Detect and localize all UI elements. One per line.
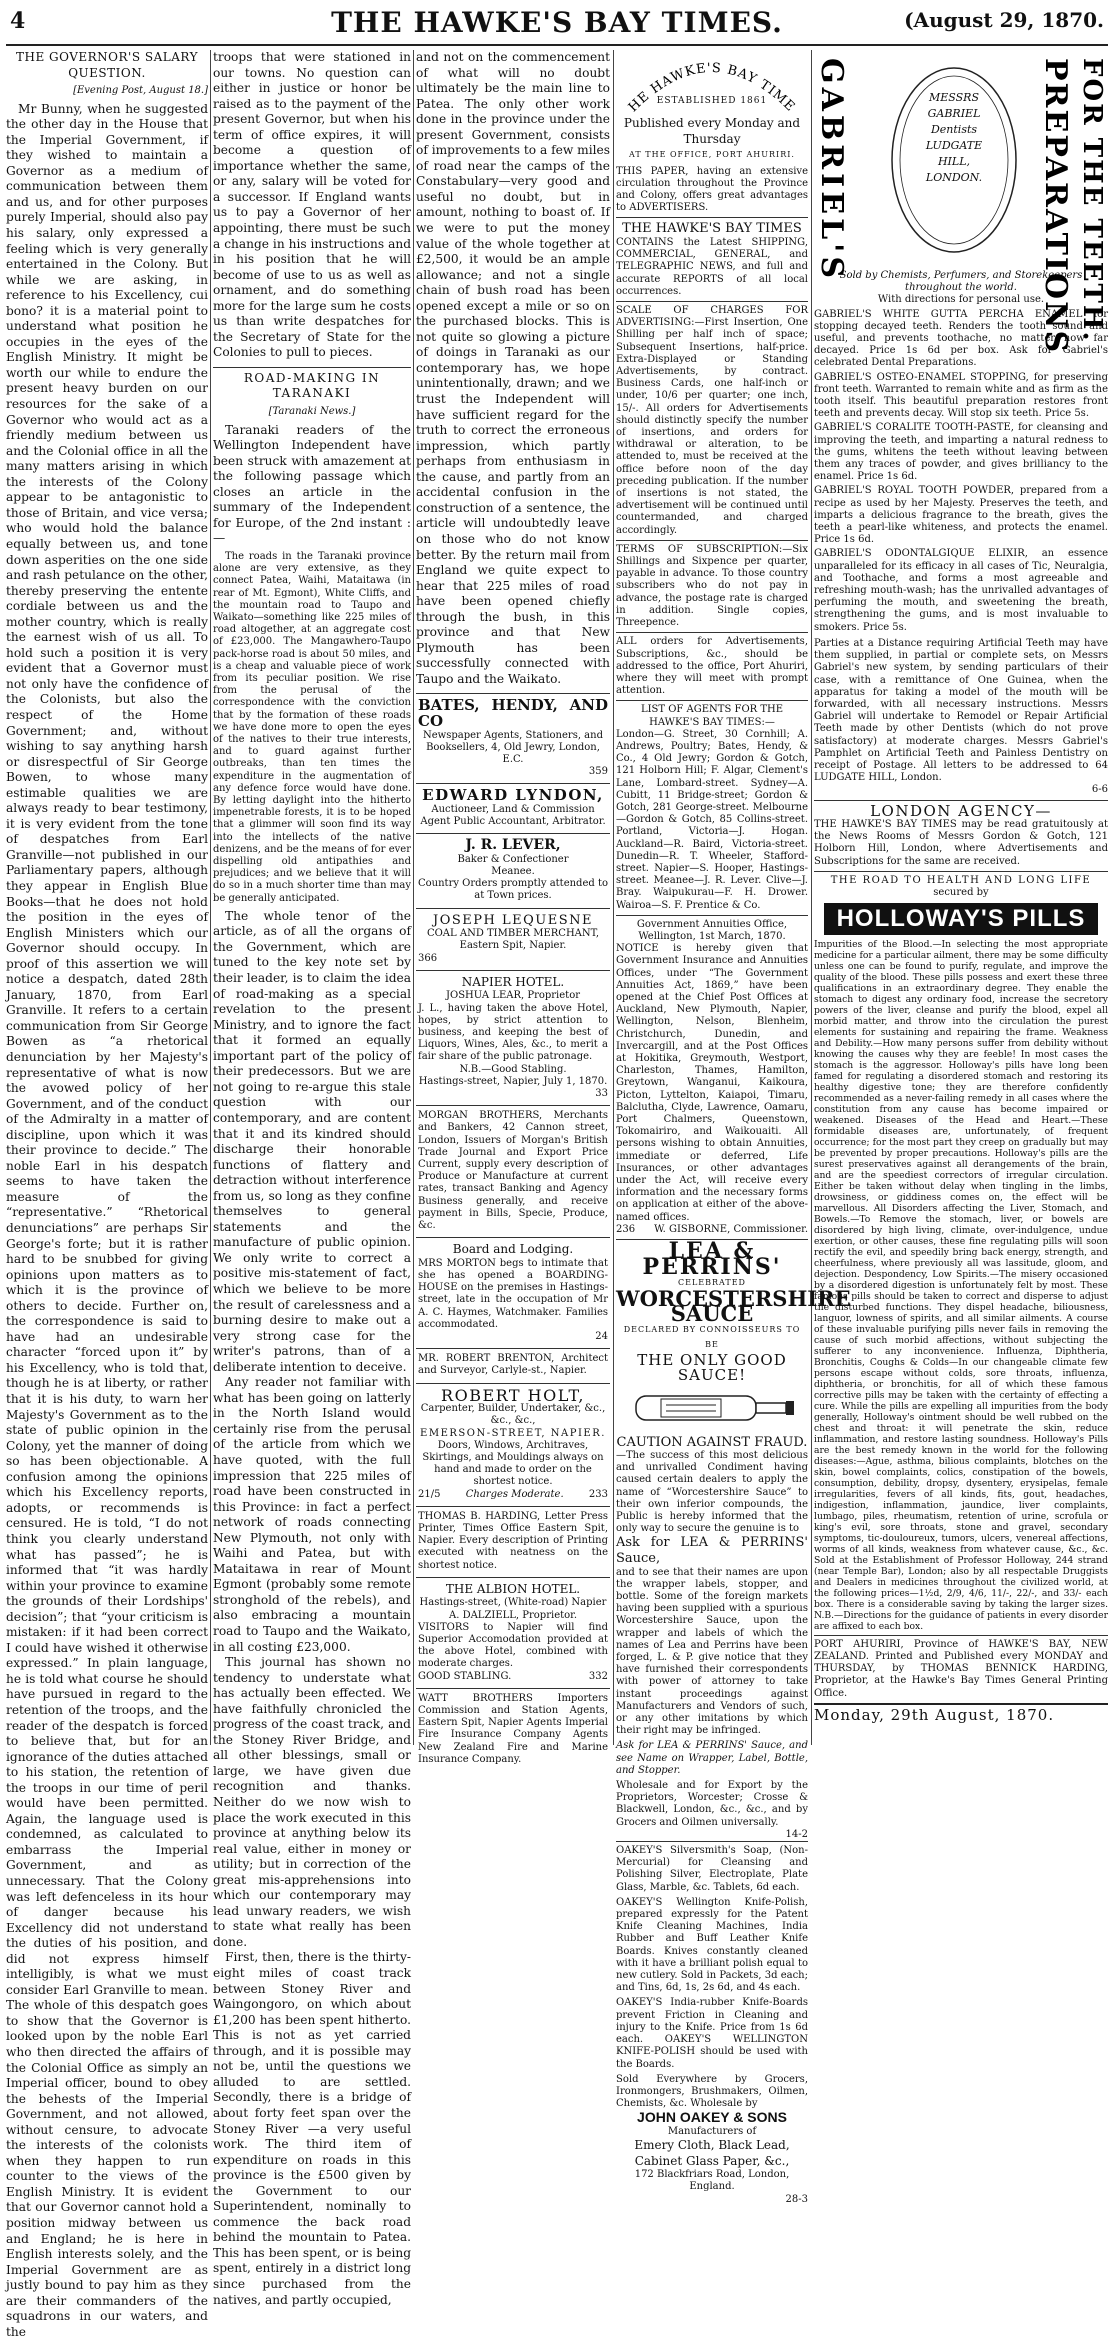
ad-number: 14-2 — [785, 1828, 808, 1840]
sauce-bottle-icon — [616, 1384, 808, 1430]
ad-trade: Carpenter, Builder, Undertaker, &c., &c., &c., — [420, 1403, 606, 1427]
circulation-notice: THIS PAPER, having an extensive circulation throughout the Province and Colony, offers great advantages to ADVERTISERS. — [616, 165, 808, 214]
ad-title: EDWARD LYNDON, — [422, 786, 604, 805]
subscription-terms: TERMS OF SUBSCRIPTION:—Six Shillings and Sixpence per quarter, payable in advance. To those country subscribers who do not pay in advance, the postage rate is charged in addition. Single copies, Threepence. — [616, 543, 808, 629]
lp-sauce-name: WORCESTERSHIRE SAUCE — [616, 1285, 851, 1327]
oakey-manufacturers: Manufacturers of — [667, 2125, 757, 2137]
london-agency-title: LONDON AGENCY— — [870, 801, 1052, 820]
ad-title: THE ALBION HOTEL. — [445, 1581, 581, 1596]
issue-date: (August 29, 1870. — [904, 8, 1104, 32]
svg-text:PREPARATIONS: PREPARATIONS — [1038, 58, 1073, 355]
article-heading: ROAD-MAKING IN TARANAKI — [243, 370, 381, 401]
agents-list: London—G. Street, 30 Cornhill; A. Andrews, Poultry; Bates, Hendy, & Co., 4 Old Jewry; Gordon & Gotch, 121 Holborn Hill; F. Algar, Clement's Lane, Lombard-street. Sydney—A. Cubitt, 11 Bridge-street; Gordon & Gotch, 281 George-street. Melbourne—Gordon & Gotch, 85 Collins-street. Portland, Victoria—J. Hogan. Auckland—R. Baird, Victoria-street. Dunedin—R. T. Wheeler, Stafford-street. Napier—S. Hooper, Hastings-street. Meanee—J. R. Lever. Clive—J. Bray. Waipukurau—F. H. Drower. Wairoa—S. F. Prentice & Co. — [616, 728, 808, 911]
oakey-sold: Sold Everywhere by Grocers, Ironmongers, Brushmakers, Oilmen, Chemists, &c. Wholesale by — [616, 2073, 808, 2110]
office-address: AT THE OFFICE, PORT AHURIRI. — [629, 150, 795, 160]
ad-title: BATES, HENDY, AND CO — [418, 696, 608, 730]
ad-title: Board and Lodging. — [452, 1242, 574, 1257]
oakey-address: 172 Blackfriars Road, London, England. — [634, 2169, 790, 2193]
article-source: [Taranaki News.] — [268, 406, 356, 418]
ad-title: JOSEPH LEQUESNE — [433, 912, 593, 928]
ad-morgan-brothers: MORGAN BROTHERS, Merchants and Bankers, 42 Cannon street, London, Issuers of Morgan's British Trade Journal and Export Price Current, supply every description of Produce or Manufacture at current rates, transact Banking and Agency Business generally, and receive payment in Bills, Specie, Produce, &c. — [416, 1106, 610, 1238]
ad-harding-printer: THOMAS B. HARDING, Letter Press Printer, Times Office Eastern Spit, Napier. Every description of Printing executed with neatness on the shortest notice. — [416, 1507, 610, 1578]
ad-trade: Baker & Confectioner — [457, 853, 569, 865]
article-heading: THE GOVERNOR'S SALARY QUESTION. — [15, 50, 199, 80]
holloway-body: Impurities of the Blood.—In selecting the most appropriate medicine for a particular ailment, there may be some difficulty unless one can be found to purify, regulate, and improve the quality of the blood. These pills possess and exert these three qualifications in an extraordinary degree. They enable the stomach to digest any ordinary food, increase the secretory powers of the liver, cleanse and purify the blood, expel all morbid matter, and throw into the circulation the purest elements for sustaining and repairing the frame. Weakness and Debility.—How many persons suffer from debility without knowing the causes why they are feeble! In most cases the stomach is the aggressor. Holloway's pills have long been famed for regulating a disordered stomach and restoring its healthy digestive tone; they are therefore confidently recommended as a never-failing remedy in all cases where the constitution from any cause has become impaired or weakened. Diseases of the Head and Heart.—These formidable diseases are, unfortunately, of frequent occurrence; for the most part they creep on gradually but may be prevented by proper precautions. Holloway's pills are the surest preservatives against all derangements of the brain, and are the speediest correctors of irregular circulation. Either be taken without delay when tingling in the limbs, drowsiness, or giddiness comes on, the effect will be marvellous. All Disorders affecting the Liver, Stomach, and Bowels.—To Remove the stomach, liver, or bowels are disordered by high living, climate, over-indulgence, undue exertion, or other causes, these fine regulating pills will soon rectify the evil, and speedily bring back energy, strength, and cheerfulness, where previously all was lassitude, gloom, and dejection. Despondency, Low Spirits.—The misery occasioned by a disordered digestion is unfortunately felt by most. These famous pills should be taken to correct and disperse to adjust the disturbed functions. They dispel headache, biliousness, languor, lowness of spirits, and all similar ailments. A course of these invaluable purifying pills never fails in removing the cause of such morbid affections, without subjecting the sufferer to any inconvenience. Influenza, Diphtheria, Bronchitis, Coughs & Colds—In our changeable climate few persons escape without colds, sore throats, influenza, diphtheria, or bronchitis, for all of which these famous corrective pills may be taken with the certainty of effecting a cure. While the pills are expelling all impurities from the body generally, Holloway's ointment should be well rubbed on the chest and throat: it will penetrate the skin, reduce inflammation, and restore lasting soundness. Holloway's Pills are the best remedy known in the world for the following diseases:—Ague, asthma, bilious complaints, blotches on the skin, bowel complaints, colics, constipation of the bowels, consumption, debility, dropsy, dysentery, erysipelas, female irregularities, fevers of all kinds, fits, gout, headaches, indigestion, inflammation, jaundice, liver complaints, lumbago, piles, rheumatism, retention of urine, scrofula or king's evil, sore throats, stone and gravel, secondary symptoms, tic-douloureux, tumors, ulcers, venereal affections, worms of all kinds, weakness from whatever cause, &c., &c. Sold at the Establishment of Professor Holloway, 244 strand (near Temple Bar), London; also by all respectable Druggists and Dealers in medicines throughout the civilized world, at the following prices—1½d, 2/9, 4/6, 11/-, 22/-, and 33/- each box. There is a considerable saving by taking the larger sizes. N.B.—Directions for the guidance of patients in every disorder are affixed to each box. — [814, 938, 1108, 1632]
ad-body: J. L., having taken the above Hotel, hopes, by strict attention to business, and keeping the best of Liquors, Wines, Ales, &c., to merit a fair share of the public patronage. — [418, 1002, 608, 1063]
gabriel-item: GABRIEL'S OSTEO-ENAMEL STOPPING, for preserving front teeth. Warranted to remain white and as firm as the tooth itself. This beautiful preparation restores front teeth and prevents decay. Will stop six teeth. Price 5s. — [814, 371, 1108, 420]
column-road-making — [213, 50, 411, 2307]
annuity-notice: NOTICE is hereby given that Government Insurance and Annuities Offices, under “The Government Annuities Act, 1869,” have been opened at the Chief Post Offices at Auckland, New Plymouth, Napier, Wellington, Nelson, Blenheim, Christchurch, Dunedin, and Invercargill, and at the Post Offices at Hokitika, Greymouth, Westport, Charleston, Thames, Hamilton, Greytown, Wanganui, Kaikoura, Picton, Lyttelton, Kaiapoi, Timaru, Balclutha, Clyde, Lawrence, Oamaru, Port Chalmers, Queenstown, Tokomairiro, and Waikouaiti. All persons wishing to obtain Annuities, immediate or deferred, Life Insurances, or other advantages under the Act, will receive every information and the necessary forms on application at either of the above-named offices. — [616, 943, 808, 1223]
ad-title: J. R. LEVER, — [465, 837, 561, 854]
holloway-secured-by: secured by — [933, 887, 989, 899]
ad-proprietor: A. DALZIELL, Proprietor. — [448, 1609, 578, 1621]
ad-title: ROBERT HOLT, — [441, 1385, 585, 1405]
article-paragraph: and not on the commencement of what will no doubt ultimately be the main line to Patea. The only other work done in the province under the present Government, consists of improvements to a few miles of road near the camps of the Constabulary—very good and useful no doubt, but in amount, nothing to boast of. If we were to put the money value of the whole together at £2,500, it would be an ample allowance; and not a single chain of bush road has been opened except a mile or so on the purchased blocks. This is not quite so glowing a picture of doings in Taranaki as our contemporary has, we hope unintentionally, drawn; and we trust the Independent will have sufficient regard for the truth to correct the erroneous impression, which partly perhaps from enthusiasm in the cause, and partly from an accidental confusion in the construction of a sentence, the article will undoubtedly leave on those who do not know better. By the return mail from England we quite expect to hear that 225 miles of road have been opened chiefly through the bush, in this province and that New Plymouth has been successfully connected with Taupo and the Waikato. — [416, 50, 610, 686]
lp-declared: DECLARED BY CONNOISSEURS TO BE — [623, 1324, 801, 1350]
gabriel-seal-text: MESSRS GABRIEL Dentists LUDGATE HILL, LONDON. — [925, 91, 983, 184]
ad-number: 366 — [418, 952, 438, 964]
ad-address: Eastern Spit, Napier. — [459, 940, 567, 952]
ad-bates-hendy — [416, 694, 610, 784]
column-divider — [811, 50, 812, 1745]
ad-board-lodging — [416, 1238, 610, 1349]
article-paragraph: troops that were stationed in our towns. No question can either in justice or honor be raised as to the payment of the present Governor, but when his term of office expires, it will become a question of importance whether the same, or any, salary will be voted for a successor. If England wants us to pay a Governor of her appointing, there must be such a change in his instructions and in his position that he will become of use to us as well as ornament, and do something more for the large sum he costs us than write despatches for the Secretary of State for the Colonies to pull to pieces. — [213, 50, 411, 360]
ad-body: Country Orders promptly attended to at Town prices. — [418, 878, 608, 902]
lp-only-good: THE ONLY GOOD SAUCE! — [637, 1350, 787, 1385]
orders-notice: ALL orders for Advertisements, Subscriptions, &c., should be addressed to the office, Port Ahuriri, where they will meet with prompt attention. — [616, 636, 808, 697]
lp-ask: Ask for LEA & PERRINS' Sauce, — [616, 1535, 808, 1567]
emblem-established: ESTABLISHED 1861 — [656, 96, 768, 106]
oakey-name: JOHN OAKEY & SONS — [637, 2109, 787, 2126]
ad-place: Meanee. — [491, 866, 535, 878]
article-paragraph: First, then, there is the thirty-eight miles of coast track between Stoney River and Waingongoro, on which about £1,200 has been spent hitherto. This is not as yet carried through, and it is possible may not be, until the questions we alluded to are settled. Secondly, there is a bridge of about forty feet span over the Stoney River —a very useful work. The third item of expenditure on roads in this province is the £500 given by the Government to our Superintendent, nominally to commence the back road behind the mountain to Patea. This has been spent, or is being spent, entirely in a district long since purchased from the natives, and partly occupied, — [213, 1950, 411, 2307]
ad-title: NAPIER HOTEL. — [461, 974, 565, 989]
ad-body: MRS MORTON begs to intimate that she has opened a BOARDING-HOUSE on the premises in Hastings-street, late in the occupation of Mr A. C. Haymes, Watchmaker. Families accommodated. — [418, 1257, 608, 1330]
ad-lea-perrins — [616, 1238, 851, 1841]
imprint: PORT AHURIRI, Province of HAWKE'S BAY, NEW ZEALAND. Printed and Published every MONDAY and THURSDAY, by THOMAS BENNICK HARDING, Proprietor, at the Hawke's Bay Times General Printing Office. — [814, 1638, 1108, 1699]
holloway-pills-banner: HOLLOWAY'S PILLS — [824, 903, 1098, 935]
ad-number: 359 — [588, 766, 608, 778]
column-divider — [613, 50, 614, 1745]
ad-body: Newspaper Agents, Stationers, and Booksellers, 4, Old Jewry, London, E.C. — [423, 729, 603, 765]
lp-body: and to see that their names are upon the wrapper labels, stopper, and bottle. Some of the foreign markets having been supplied with a spurious Worcestershire Sauce, upon the wrapper and labels of which the names of Lea and Perrins have been forged, L. & P. give notice that they have furnished their correspondents with power of attorney to take instant proceedings against Manufacturers and Vendors of such, or any other imitations by which their right may be infringed. — [616, 1566, 808, 1737]
ad-lever — [416, 834, 610, 908]
gabriel-sold: Sold by Chemists, Perfumers, and Storekeepers throughout the world. — [839, 270, 1083, 294]
ad-number: 6-6 — [1091, 784, 1108, 796]
gabriel-item: GABRIEL'S ROYAL TOOTH POWDER, prepared from a recipe as used by her Majesty. Preserves the teeth, and imparts a delicious fragrance to the breath, gives the teeth a pearl-like whiteness, and protects the enamel. Price 1s 6d. — [814, 485, 1108, 546]
newspaper-title: THE HAWKE'S BAY TIMES. — [331, 6, 783, 39]
article-paragraph: Mr Bunny, when he suggested the other day in the House that the Imperial Government, if they wished to maintain a Governor as a medium of communication between them and us, and for other purposes purely Imperial, should also pay his salary, only expressed a feeling which is very generally entertained in the Colony. But while we are asking, in reference to his Excellency, cui bono? it is a material point to understand what position he occupies in the eyes of the English Ministry. It might be worth our while to endure the present heavy burden on our resources for the sake of a Governor who would act as a friendly medium between us and the Colonial office in all the many matters arising in which the interests of the Colony appear to be antagonistic to those of Britain, and vice versa; who would hold the balance equally between us, and tone down asperities on the one side and rash petulance on the other, thereby preserving the entente cordiale between us and the mother country, which is really the earnest wish of us all. To hold such a position it is very evident that a Governor must not only have the confidence of the Colonists, but also the respect of the Home Government; and, without wishing to say anything harsh or disrespectful of Sir George Bowen, to whose many estimable qualities we are always ready to bear testimony, it is very evident from the tone of despatches from Earl Granville—not published in our Parliamentary papers, although they appear in English Blue Books—that he does not hold the position in the eyes of English Ministers which our Governor should occupy. In proof of this assertion we will notice a despatch, dated 28th January, 1870, from Earl Granville. It refers to a certain communication from Sir George Bowen as “a rhetorical denunciation by her Majesty's representative of what is now the avowed policy of her Government, and of the conduct of the Admiralty in a matter of discipline, upon which it was their province to decide.” The noble Earl in his despatch seems to have taken the measure of the “representative.” “Rhetorical denunciations” are perhaps Sir George's forte; but it is rather hard to be snubbed for giving opinions upon matters as to which it is the province of others to decide. Further on, the correspondence is said to have had an undesirable character “forced upon it” by his Excellency, who is told that, though he is at liberty, or rather that it is his duty, to warn her Majesty's Government as to the state of public opinion in the Colony, yet the manner of doing so has been objectionable. A confusion among the opinions which his Excellency reports, adopts, or recommends is censured. He is told, “I do not think you clearly understand what has passed”; he is informed that “it was hardly within your province to examine the grounds of their Lordships' decision”; that “your criticism is mistaken: if it had been correct I could have wished it otherwise expressed.” In plain language, he is told what course he should have pursued in regard to the retention of the troops, and the reader of the despatch is forced to believe that, but for an ignorance of the duties attached to his station, the retention of the troops in our time of peril would have been permitted. Again, the language used is condemned, as calculated to embarrass the Imperial Government, and as unnecessary. That the Colony was left defenceless in its hour of danger because his Excellency did not understand the duties of his position, and did not express himself intelligibly, is what we must consider Earl Granville to mean. The whole of this despatch goes to show that the Governor is looked upon by the noble Earl who then directed the affairs of the Colonial Office as simply an Imperial officer, bound to obey the behests of the Imperial Government, and not allowed, without censure, to advocate the interests of the colonists when they happen to run counter to the views of the English Ministry. It is evident that our Governor cannot hold a position midway between us and England; he is here in English interests solely, and the Imperial Government are as justly bound to pay him as they are their commanders of the squadrons in our waters, and the — [6, 101, 208, 2339]
ad-date: Hastings-street, Napier, July 1, 1870. — [418, 1075, 608, 1087]
column-divider — [413, 50, 414, 1745]
oakey-polish: OAKEY'S Wellington Knife-Polish, prepared expressly for the Patent Knife Cleaning Machines, India Rubber and Buff Leather Knife Boards. Knives constantly cleaned with it have a brilliant polish equal to new cutlery. Sold in Packets, 3d each; and Tins, 6d, 1s, 2s 6d, and 4s each. — [616, 1896, 808, 1994]
emblem — [616, 50, 808, 116]
oakey-soap: OAKEY'S Silversmith's Soap, (Non-Mercurial) for Cleansing and Polishing Silver, Electroplate, Plate Glass, Marble, &c. Tablets, 6d each. — [616, 1845, 808, 1893]
holloway-road-title: THE ROAD TO HEALTH AND LONG LIFE — [830, 874, 1092, 886]
ad-number: 233 — [588, 1488, 608, 1500]
page-number: 4 — [10, 8, 26, 34]
lp-wholesale: Wholesale and for Export by the Proprietors, Worcester; Crosse & Blackwell, London, &c., &c., and by Grocers and Oilmen universally. — [616, 1780, 808, 1828]
ad-address: Hastings-street, (White-road) Napier — [419, 1597, 607, 1609]
ad-number: 24 — [595, 1330, 608, 1342]
ad-albion-hotel — [416, 1578, 610, 1689]
contents-body: CONTAINS the Latest SHIPPING, COMMERCIAL, GENERAL, and TELEGRAPHIC NEWS, and full and accurate REPORTS of all local occurrences. — [616, 237, 808, 297]
ad-number: 33 — [595, 1087, 608, 1099]
oakey-boards: OAKEY'S India-rubber Knife-Boards prevent Friction in Cleaning and injury to the Knife. Price from 1s 6d each. OAKEY'S WELLINGTON KNIFE-POLISH should be used with the Boards. — [616, 1997, 808, 2070]
column-ads-left — [416, 50, 610, 1765]
ad-watt-brothers: WATT BROTHERS Importers Commission and Station Agents, Eastern Spit, Napier Agents Imperial Fire Insurance Company Agents New Zealand Fire and Marine Insurance Company. — [418, 1692, 608, 1765]
masthead — [0, 0, 1114, 44]
ad-brenton: MR. ROBERT BRENTON, Architect and Surveyor, Carlyle-st., Napier. — [416, 1349, 610, 1383]
footer-date: Monday, 29th August, 1870. — [814, 1705, 1055, 1724]
article-paragraph: The whole tenor of the article, as of all the organs of the Government, which are tuned to the key note set by their leader, is to claim the idea of road-making as a special revelation to the present Ministry, and to ignore the fact that it formed an equally important part of the policy of their predecessors. But we are not going to re-argue this stale question with our contemporary, and are content that it and its kindred should discharge their honorable functions of flattery and detraction without interference from us, so long as they confine themselves to general statements and the manufacture of public opinion. We only write to correct a positive mis-statement of fact, which we believe to be more the result of carelessness and a burning desire to make out a very strong case for the writer's patrons, than of a deliberate intention to deceive. — [213, 908, 411, 1374]
ad-trade: COAL AND TIMBER MERCHANT, — [426, 928, 600, 940]
article-paragraph: Any reader not familiar with what has been going on latterly in the North Island would certainly rise from the perusal of the article from which we have quoted, with the full impression that 225 miles of road have been constructed in this Province: in fact a perfect network of roads connecting New Plymouth, not only with Waihi and Patea, but with Mataitawa in rear of Mount Egmont (probably some remote stronghold of the rebels), and also embracing a mountain road to Taupo and the Waikato, in all costing £23,000. — [213, 1375, 411, 1654]
lp-ask-note: Ask for LEA & PERRINS' Sauce, and see Name on Wrapper, Label, Bottle, and Stopper. — [616, 1740, 808, 1776]
ad-lequesne — [416, 909, 610, 971]
lp-caution-title: CAUTION AGAINST FRAUD. — [616, 1434, 808, 1450]
publication-days: Published every Monday and Thursday — [623, 116, 801, 146]
ad-proprietor: JOSHUA LEAR, Proprietor — [446, 990, 580, 1002]
ad-body: VISITORS to Napier will find Superior Accomodation provided at the above Hotel, combined with moderate charges. — [418, 1621, 608, 1670]
oakey-products: Emery Cloth, Black Lead, Cabinet Glass Paper, &c., — [634, 2138, 790, 2168]
agents-title: LIST OF AGENTS FOR THE HAWKE'S BAY TIMES:— — [640, 704, 784, 728]
gabriel-item: GABRIEL'S CORALITE TOOTH-PASTE, for cleansing and improving the teeth, and imparting a natural redness to the gums, whitens the teeth without leaving between them any traces of powder, and gives brilliancy to the enamel. Price 1s 6d. — [814, 422, 1108, 483]
gabriel-item: GABRIEL'S ODONTALGIQUE ELIXIR, an essence unparalleled for its efficacy in all cases of Tic, Neuralgia, and Toothache, and forms a most agreeable and refreshing mouth-wash; has the unrivalled advantages of perfuming the mouth, and sweetening the breath, strengthening the gums, and is most invaluable to smokers. Price 5s. — [814, 548, 1108, 633]
ad-address: EMERSON-STREET, NAPIER. — [420, 1427, 606, 1439]
masthead-rule — [6, 44, 1108, 46]
svg-text:THE HAWKE'S BAY TIMES: HE HAWKE'S BAY TIME — [625, 60, 798, 116]
gabriel-artificial-teeth: Parties at a Distance requiring Artificial Teeth may have them supplied, in partial or complete sets, on Messrs Gabriel's new system, by sending particulars of their case, with a remittance of One Guinea, when the apparatus for taking a model of the mouth will be forwarded, with all necessary instructions. Messrs Gabriel will undertake to Remodel or Repair Artificial Teeth made by other Dentists (which do not prove satisfactory) at moderate charges. Messrs Gabriel's Pamphlet on Artificial Teeth and Painless Dentistry on receipt of Postage. All letters to be addressed to 64 LUDGATE HILL, London. — [814, 637, 1108, 784]
ad-body: Auctioneer, Land & Commission Agent Public Accountant, Arbitrator. — [420, 803, 606, 828]
gabriel-directions: With directions for personal use. — [877, 294, 1045, 306]
annuity-heading: Government Annuities Office, Wellington, 1st March, 1870. — [636, 918, 788, 942]
ad-napier-hotel — [416, 971, 610, 1106]
lp-title: LEA & PERRINS' — [642, 1238, 782, 1280]
ad-charges: Charges Moderate. — [465, 1488, 564, 1500]
article-paragraph: This journal has shown no tendency to understate what has actually been effected. We have faithfully chronicled the progress of the coast track, and the Stoney River Bridge, and all other blessings, small or large, we have given due recognition and thanks. Neither do we now wish to place the work executed in this province at anything below its real value, either in money or utility; but in correction of the great mis-apprehensions into which our contemporary may lead unwary readers, we wish to state what really has been done. — [213, 1655, 411, 1949]
column-governor-salary — [6, 50, 208, 2339]
annuity-signature: W. GISBORNE, Commissioner. — [654, 1223, 808, 1235]
lp-celebrated: CELEBRATED — [678, 1278, 746, 1288]
advertising-scale: SCALE OF CHARGES FOR ADVERTISING:—First Insertion, One Shilling per half inch of space; Subsequent Insertions, half-price. Extra-Displayed or Standing Advertisements, by contract. Business Cards, one half-inch or under, 10/6 per quarter; one inch, 15/-. All orders for Advertisements should distinctly specify the number of insertions, and orders for withdrawal or alteration, to be attended to, must be received at the office before noon of the day preceding publication. If the number of insertions is not stated, the advertisement will be continued until countermanded, and charged accordingly. — [616, 305, 808, 536]
ad-number: 21/5 — [418, 1488, 441, 1500]
quoted-passage: The roads in the Taranaki province alone are very extensive, as they connect Patea, Waihi, Mataitawa (in rear of Mt. Egmont), White Cliffs, and the mountain road to Taupo and Waikato—something like 225 miles of road altogether, at an aggregate cost of £23,000. The Mangawhero-Taupo pack-horse road is about 50 miles, and is a cheap and valuable piece of work from its peculiar position. We rise from the perusal of the correspondence with the conviction that by the formation of these roads we have done more to open the eyes of the natives to their true interests, and to guard against further outbreaks, than ten times the expenditure in the augmentation of any defence force would have done. By letting daylight into the hitherto impenetrable forests, it is to be hoped that a glimmer will soon find its way into the intellects of the native denizens, and be the means of for ever dispelling old antipathies and prejudices; and we believe that it will do so in a much shorter time than may be generally anticipated. — [213, 550, 411, 904]
svg-text:FOR THE TEETH.: FOR THE TEETH. — [1077, 58, 1107, 343]
ad-holt — [416, 1384, 610, 1507]
ad-number: 332 — [588, 1670, 608, 1682]
contents-title: THE HAWKE'S BAY TIMES — [622, 221, 802, 237]
column-divider — [210, 50, 211, 1745]
svg-text:GABRIEL'S: GABRIEL'S — [814, 58, 849, 283]
lp-caution-body: —The success of this most delicious and unrivalled Condiment having caused certain dealers to apply the name of “Worcestershire Sauce” to their own inferior compounds, the Public is hereby informed that the only way to secure the genuine is to — [616, 1450, 808, 1535]
ad-stabling: GOOD STABLING. — [418, 1670, 512, 1682]
ad-number: 236 — [616, 1223, 636, 1235]
london-agency-body: THE HAWKE'S BAY TIMES may be read gratuitously at the News Rooms of Messrs Gordon & Gotch, 121 Holborn Hill, London, where Advertisements and Subscriptions for the same are received. — [814, 819, 1108, 867]
ad-stabling: N.B.—Good Stabling. — [459, 1063, 567, 1075]
ad-body: Doors, Windows, Architraves, Skirtings, and Mouldings always on hand and made to order on the shortest notice. — [422, 1439, 604, 1488]
ad-lyndon — [416, 784, 610, 834]
gabriel-item: GABRIEL'S WHITE GUTTA PERCHA ENAMEL for stopping decayed teeth. Renders the tooth sound and useful, and prevents toothache, no matter how far decayed. Price 1s 6d per box. Ask for Gabriel's celebrated Dental Preparations. — [814, 308, 1108, 369]
ad-number: 28-3 — [785, 2193, 808, 2205]
article-paragraph: Taranaki readers of the Wellington Independent have been struck with amazement at the following passage which closes an article in the summary of the Independent for Europe, of the 2nd instant :— — [213, 422, 411, 546]
article-source: [Evening Post, August 18.] — [73, 85, 208, 97]
column-gabriel-holloway — [814, 50, 1108, 1745]
